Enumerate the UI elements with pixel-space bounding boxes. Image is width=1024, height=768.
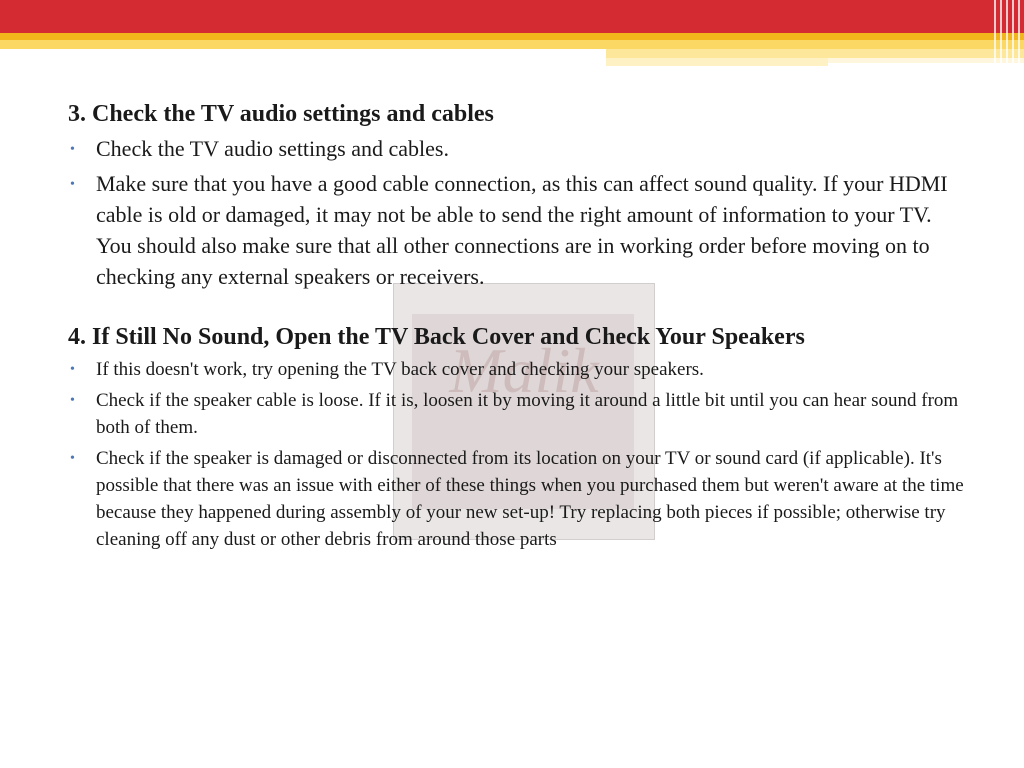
bullet-icon: • (70, 393, 75, 408)
list-item (68, 133, 968, 164)
header-gold-band-lighter (606, 49, 1024, 58)
bullet-icon: • (70, 177, 75, 192)
list-item-text: Make sure that you have a good cable connection, as this can affect sound quality. If your HDMI cable is old or damaged, it may not be able to send the right amount of information to your TV. You should also make sure that all other connections are in working order before moving on to checking any external speakers or receivers. (96, 171, 948, 289)
header-gold-band-faint (606, 58, 828, 66)
list-item (68, 168, 968, 292)
header-stripe (994, 0, 996, 70)
header-gold-band (0, 33, 1024, 40)
slide-content (68, 99, 968, 553)
header-stripe (1018, 0, 1020, 70)
list-item-text: Check if the speaker cable is loose. If it is, loosen it by moving it around a little bit until you can hear sound from both of them. (96, 390, 959, 438)
list-item-text: Check if the speaker is damaged or disconnected from its location on your TV or sound card (if applicable). It's possible that there was an issue with either of these things when you purchased them but weren't aware at the time because they happened during assembly of your new set-up! Try replacing both pieces if possible; otherwise try cleaning off any dust or other debris from around those parts (96, 448, 964, 550)
list-item (68, 387, 968, 441)
list-item (68, 356, 968, 383)
section-4-list (68, 356, 968, 553)
list-item-text: If this doesn't work, try opening the TV back cover and checking your speakers. (96, 359, 704, 380)
header-red-band (0, 0, 1024, 33)
list-item-text: Check the TV audio settings and cables. (96, 136, 449, 161)
header-stripe (1006, 0, 1008, 70)
header-stripe (1000, 0, 1002, 70)
section-4-heading: 4. If Still No Sound, Open the TV Back Cover and Check Your Speakers (68, 324, 805, 350)
section-3-list (68, 133, 968, 292)
bullet-icon: • (70, 362, 75, 377)
header-stripe (1012, 0, 1014, 70)
watermark-text: Malik (449, 335, 599, 406)
section-3-heading: 3. Check the TV audio settings and cables (68, 101, 494, 127)
header-gold-band-light (0, 40, 1024, 49)
bullet-icon: • (70, 451, 75, 466)
header-decoration (0, 0, 1024, 70)
bullet-icon: • (70, 142, 75, 157)
list-item (68, 445, 968, 553)
